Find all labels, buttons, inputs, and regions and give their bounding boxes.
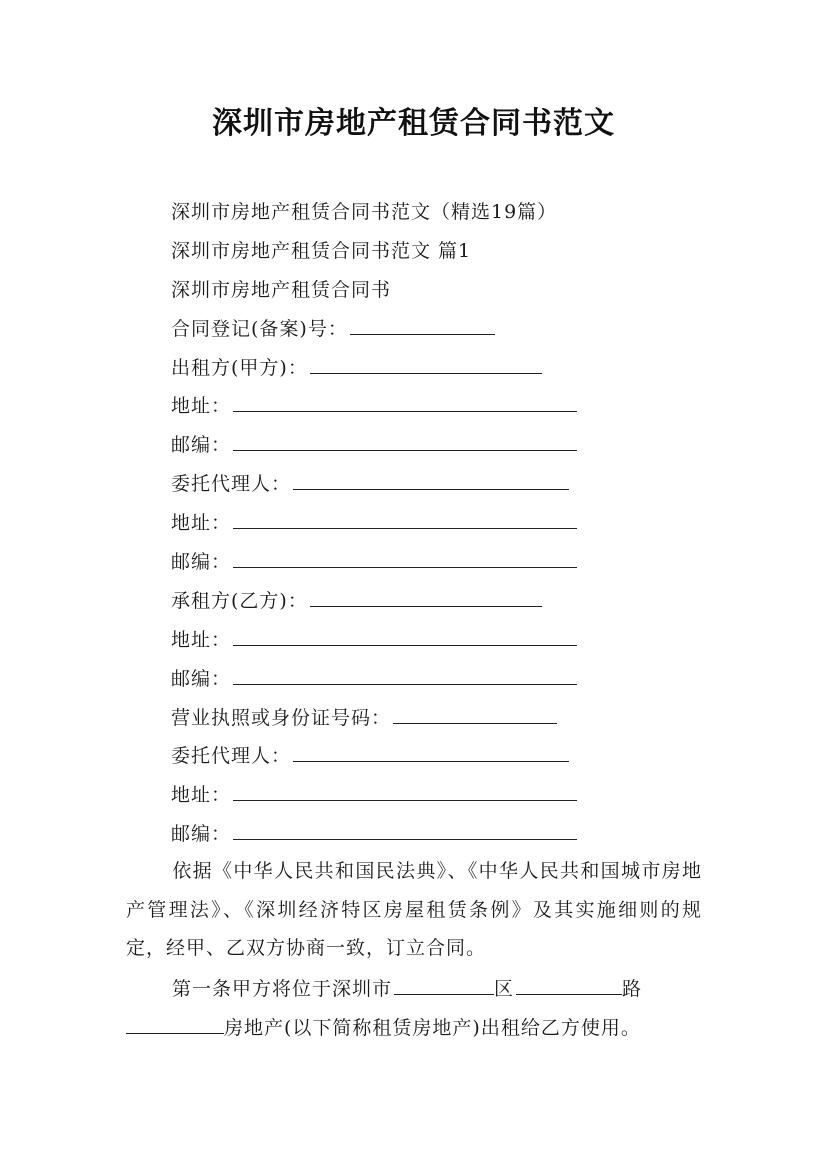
field-lessee-postcode [171,660,711,699]
field-registration-number [171,310,711,349]
article-one-paragraph [126,970,702,1047]
field-lessee-address [171,621,711,660]
field-label: 出租方(甲方)： [171,356,308,379]
district-blank[interactable] [394,976,494,995]
article-text-d: 房地产(以下简称租赁房地产)出租给乙方使用。 [224,1016,641,1039]
legal-basis-paragraph [126,852,702,968]
address-number-blank[interactable] [126,1015,224,1034]
fill-in-blank[interactable] [233,393,577,412]
contract-header-block [171,193,711,854]
fill-in-blank[interactable] [393,705,557,724]
field-lessor-agent-postcode [171,543,711,582]
fill-in-blank[interactable] [310,355,542,374]
fill-in-blank[interactable] [233,666,577,685]
field-label: 地址： [171,395,232,418]
field-lessor-agent-address [171,504,711,543]
subtitle-line: 深圳市房地产租赁合同书范文（精选19篇） [171,201,558,223]
section-heading: 深圳市房地产租赁合同书范文 篇1 [171,239,472,262]
road-blank[interactable] [516,976,622,995]
field-lessor-agent [171,465,711,504]
field-lessor-postcode [171,426,711,465]
field-label: 地址： [171,784,232,807]
field-label: 邮编： [171,434,232,457]
field-label: 委托代理人： [171,473,292,496]
field-label: 合同登记(备案)号： [171,317,348,340]
fill-in-blank[interactable] [310,588,542,607]
field-label: 承租方(乙方)： [171,589,308,612]
fill-in-blank[interactable] [293,471,569,490]
field-label: 邮编： [171,551,232,574]
fill-in-blank[interactable] [350,316,495,335]
field-lessee-id-number [171,699,711,738]
field-lessee-agent-postcode [171,815,711,854]
field-lessor-address [171,387,711,426]
field-lessee-agent [171,737,711,776]
article-text-b: 区 [494,978,515,1000]
fill-in-blank[interactable] [233,510,577,529]
paragraph-text: 依据《中华人民共和国民法典》、《中华人民共和国城市房地产管理法》、《深圳经济特区房屋租赁条例》及其实施细则的规定，经甲、乙双方协商一致，订立合同。 [126,860,702,959]
field-label: 地址： [171,628,232,651]
field-lessor [171,349,711,388]
field-lessee [171,582,711,621]
field-label: 委托代理人： [171,745,292,768]
fill-in-blank[interactable] [233,821,577,840]
fill-in-blank[interactable] [233,782,577,801]
field-label: 地址： [171,512,232,535]
fill-in-blank[interactable] [293,743,569,762]
article-text-c: 路 [622,978,643,1000]
field-lessee-agent-address [171,776,711,815]
fill-in-blank[interactable] [233,549,577,568]
fill-in-blank[interactable] [233,627,577,646]
field-label: 邮编： [171,823,232,846]
field-label: 邮编： [171,667,232,690]
article-text-a: 第一条甲方将位于深圳市 [172,978,393,1000]
field-label: 营业执照或身份证号码： [171,706,392,729]
contract-name: 深圳市房地产租赁合同书 [171,278,392,301]
fill-in-blank[interactable] [233,432,577,451]
document-title: 深圳市房地产租赁合同书范文 [212,106,615,141]
